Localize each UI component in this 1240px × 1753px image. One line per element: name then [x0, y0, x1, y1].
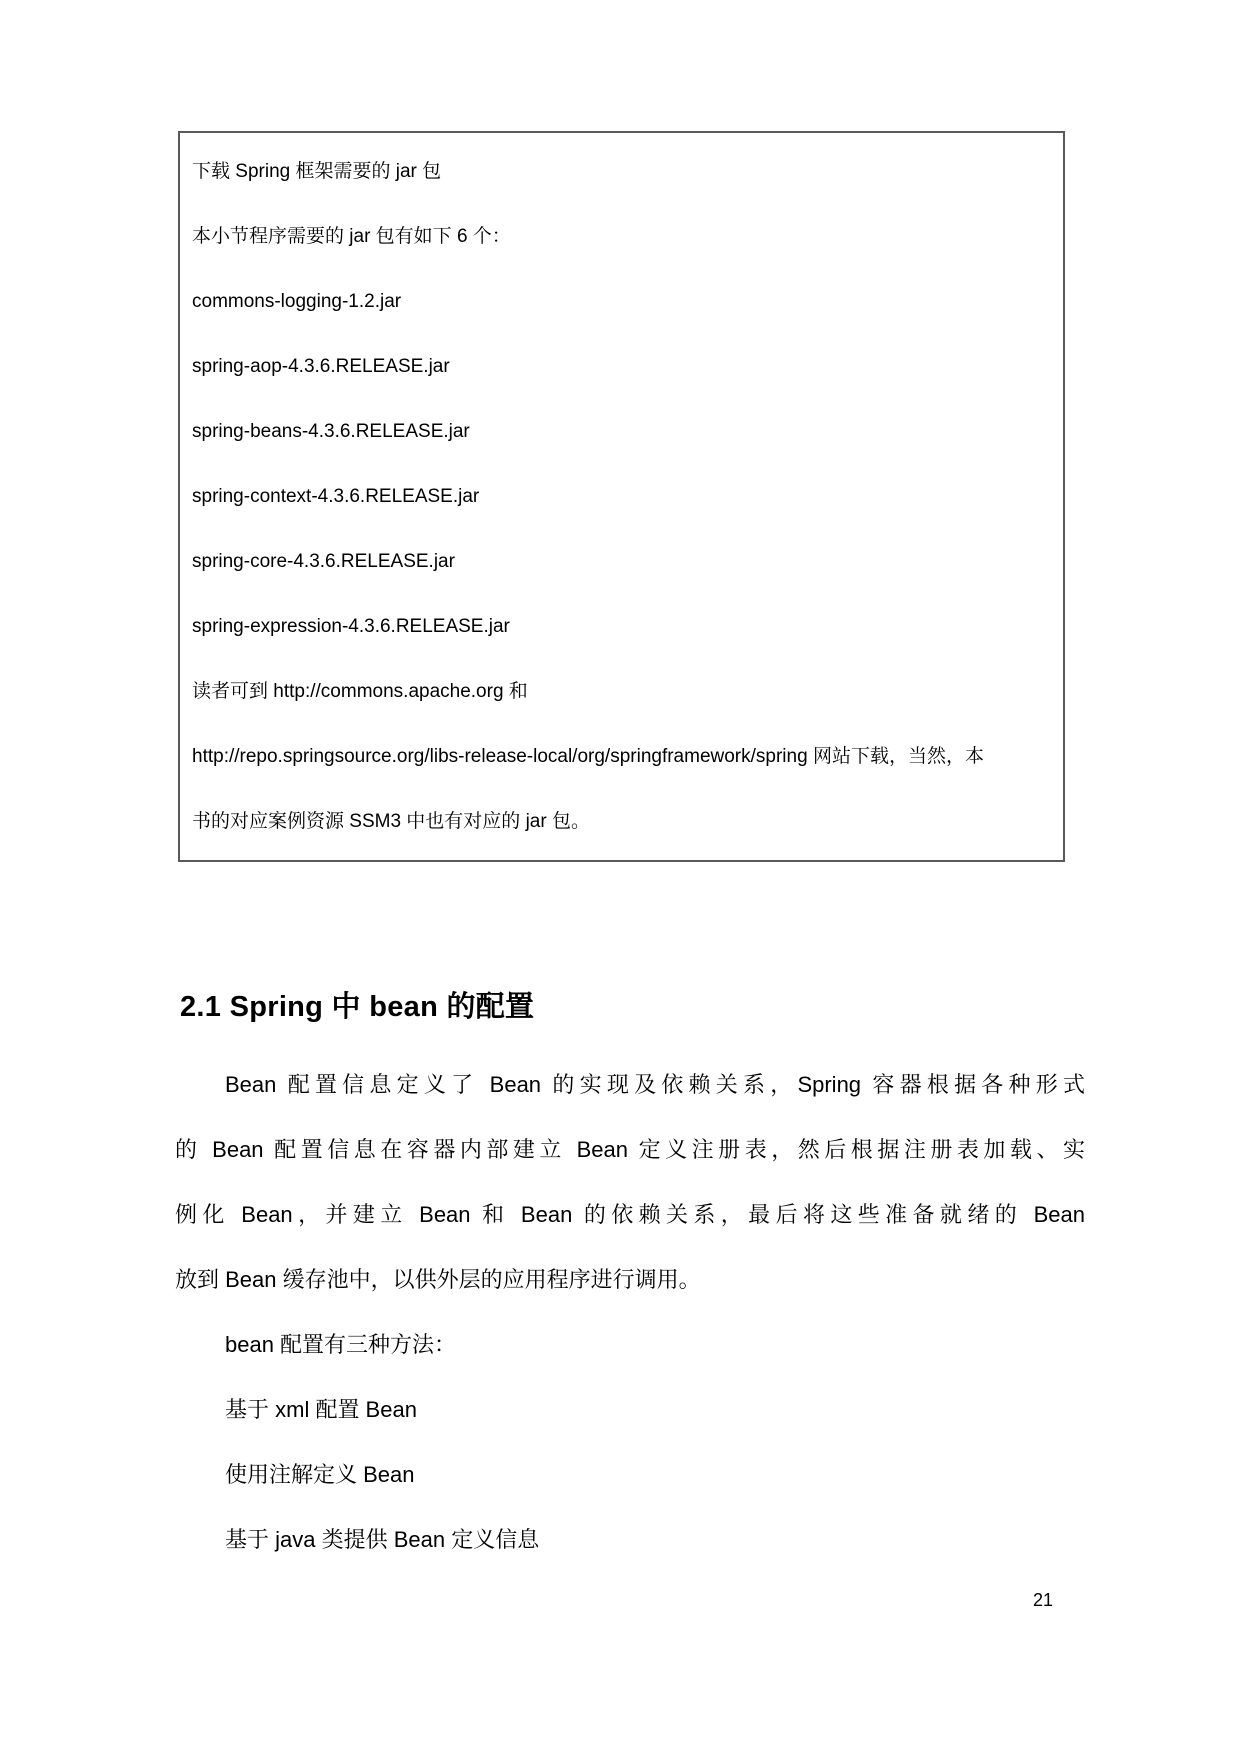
body-line: 例化 Bean，并建立 Bean 和 Bean 的依赖关系，最后将这些准备就绪的 Bean — [175, 1202, 1085, 1227]
body-line: 基于 xml 配置 Bean — [225, 1397, 417, 1422]
jar-box-line: spring-core-4.3.6.RELEASE.jar — [192, 551, 455, 572]
jar-box-line: 下载 Spring 框架需要的 jar 包 — [192, 161, 442, 182]
jar-box-line: 本小节程序需要的 jar 包有如下 6 个： — [192, 226, 511, 247]
body-line: 的 Bean 配置信息在容器内部建立 Bean 定义注册表，然后根据注册表加载、实 — [175, 1137, 1085, 1162]
jar-box-line: 读者可到 http://commons.apache.org 和 — [192, 681, 528, 702]
jar-requirements-box — [178, 131, 1065, 862]
jar-box-line: http://repo.springsource.org/libs-release-local/org/springframework/spring 网站下载，当然，本 — [192, 746, 984, 767]
jar-box-line: spring-aop-4.3.6.RELEASE.jar — [192, 356, 450, 377]
body-line: 基于 java 类提供 Bean 定义信息 — [225, 1527, 540, 1552]
jar-box-line: 书的对应案例资源 SSM3 中也有对应的 jar 包。 — [192, 811, 590, 832]
section-heading: 2.1 Spring 中 bean 的配置 — [180, 991, 535, 1024]
body-line: 放到 Bean 缓存池中，以供外层的应用程序进行调用。 — [175, 1267, 701, 1292]
page-number: 21 — [1032, 1590, 1053, 1610]
body-line: bean 配置有三种方法： — [225, 1332, 457, 1357]
jar-box-line: spring-expression-4.3.6.RELEASE.jar — [192, 616, 510, 637]
jar-box-line: commons-logging-1.2.jar — [192, 291, 402, 312]
body-line: 使用注解定义 Bean — [225, 1462, 415, 1487]
jar-box-line: spring-context-4.3.6.RELEASE.jar — [192, 486, 480, 507]
jar-box-line: spring-beans-4.3.6.RELEASE.jar — [192, 421, 470, 442]
body-line: Bean 配置信息定义了 Bean 的实现及依赖关系，Spring 容器根据各种形式 — [225, 1072, 1085, 1097]
section-body — [175, 1052, 1085, 1572]
